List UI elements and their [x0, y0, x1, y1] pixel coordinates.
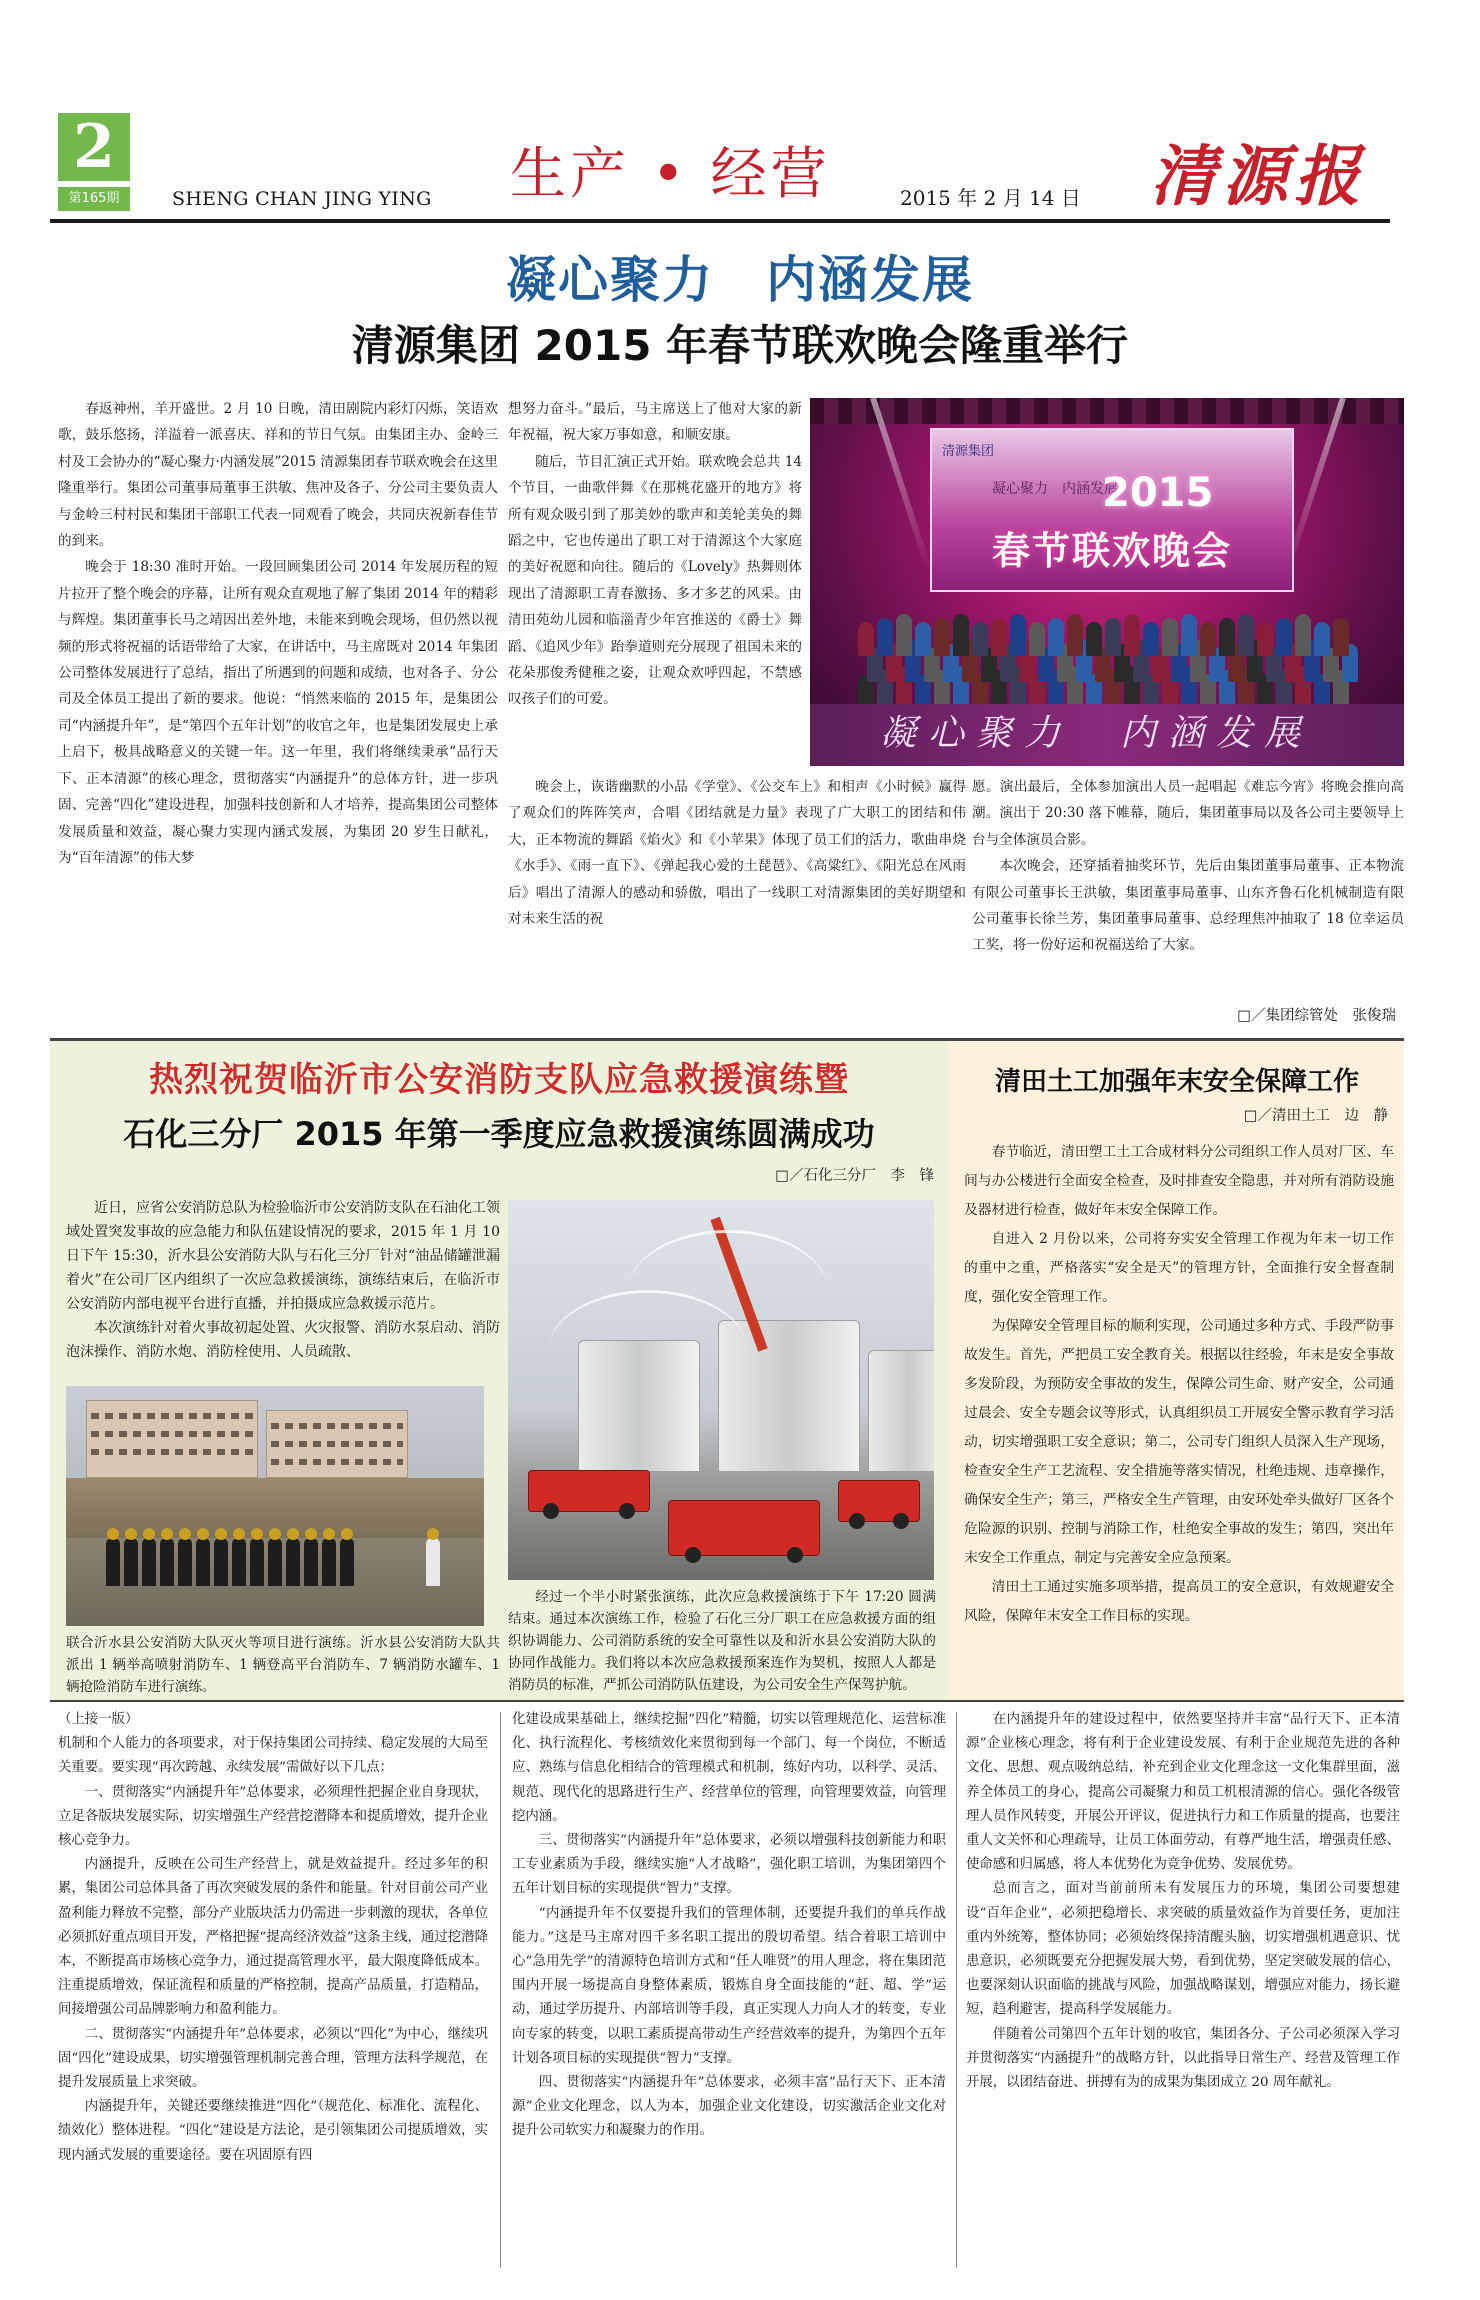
firefighter [286, 1538, 300, 1586]
oil-tank [868, 1350, 934, 1472]
stage-banner [810, 704, 1404, 766]
lead-kicker: 凝心聚力 内涵发展 [506, 251, 974, 309]
firefighter [106, 1538, 120, 1586]
firefighter [142, 1538, 156, 1586]
audience-person [1067, 614, 1083, 656]
paragraph: 本次晚会，还穿插着抽奖环节，先后由集团董事局董事、正本物流有限公司董事长王洪敏，集团董事局董事、山东齐鲁石化机械制造有限公司董事长徐兰芳，集团董事局董事、总经理焦冲抽取了 18 位幸运员工奖，将一份好运和祝福送给了大家。 [972, 858, 1404, 954]
audience-person [896, 614, 912, 656]
firefighter [178, 1538, 192, 1586]
paragraph: 随后，节目汇演正式开始。联欢晚会总共 14 个节目，一曲歌伴舞《在那桃花盛开的地方》将所有观众吸引到了那美妙的歌声和美轮美奂的舞蹈之中，它也传递出了职工对于清源这个大家庭的美好祝愿和向往。随后的《Lovely》热舞则体现出了清源职工青春激扬、多才多艺的风采。由清田苑幼儿园和临淄青少年宫推送的《爵士》舞蹈、《追风少年》跆拳道则充分展现了祖国未来的花朵那俊秀健稚之姿，让观众欢呼四起，不禁感叹孩子们的可爱。 [508, 453, 802, 708]
lead-column-2-top [508, 396, 802, 766]
firefighter [124, 1538, 138, 1586]
firefighter [304, 1538, 318, 1586]
paragraph: 三、贯彻落实“内涵提升年”总体要求，必须以增强科技创新能力和职工专业素质为手段，继续实施“人才战略”，强化职工培训，为集团第四个五年计划目标的实现提供“智力”支撑。 [512, 1833, 946, 1897]
firefighter [250, 1538, 264, 1586]
safety-byline: □／清田土工 边 静 [1243, 1108, 1388, 1124]
audience-person [991, 618, 1007, 656]
continuation-column-3 [966, 1708, 1400, 2268]
fire-body [66, 1196, 500, 1380]
masthead-logo: 清源报 [1150, 137, 1366, 215]
audience-person [1029, 622, 1045, 656]
audience-person [1086, 622, 1102, 656]
audience-person [1219, 618, 1235, 656]
audience-person [858, 622, 874, 656]
fire-byline: □／石化三分厂 李 锋 [775, 1168, 934, 1184]
paragraph: 化建设成果基础上，继续挖掘“四化”精髓，切实以管理规范化、运营标准化、执行流程化、考核绩效化来贯彻到每一个部门、每一个岗位，不断适应、熟练与信息化相结合的管理模式和机制，练好内功，以科学、灵活、规范、现代化的思路进行生产、经营单位的管理，向管理要效益，向管理挖内涵。 [512, 1712, 946, 1824]
fire-truck [668, 1500, 820, 1556]
firefighter [214, 1538, 228, 1586]
audience-person [1333, 618, 1349, 656]
paragraph: 愿。演出最后，全体参加演出人员一起唱起《难忘今宵》将晚会推向高潮。演出于 20:30 落下帷幕，随后，集团董事局以及各公司主要领导上台与全体演员合影。 [972, 779, 1404, 848]
stage-curtain [810, 398, 1404, 424]
safety-body [964, 1138, 1394, 1696]
firefighter [232, 1538, 246, 1586]
audience-person [1143, 622, 1159, 656]
safety-headline: 清田土工加强年末安全保障工作 [994, 1067, 1359, 1097]
paragraph: 晚会上，诙谐幽默的小品《学堂》、《公交车上》和相声《小时候》赢得了观众们的阵阵笑声，合唱《团结就是力量》表现了广大职工的团结和伟大，正本物流的舞蹈《焰火》和《小苹果》体现了员工们的活力，歌曲串烧《水手》、《雨一直下》、《弹起我心爱的土琵琶》、《高粱红》、《阳光总在风雨后》唱出了清源人的感动和骄傲，唱出了一线职工对清源集团的美好期望和对未来生活的祝 [508, 779, 966, 928]
paragraph: 一、贯彻落实“内涵提升年”总体要求，必须理性把握企业自身现状，立足各版块发展实际，切实增强生产经营挖潜降本和提质增效，提升企业核心竞争力。 [58, 1784, 488, 1849]
paragraph: 经过一个半小时紧张演练，此次应急救援演练于下午 17:20 圆满结束。通过本次演练工作，检验了石化三分厂职工在应急救援方面的组织协调能力、公司消防系统的安全可靠性以及和沂水县公安消防大队的协同作战能力。我们将以本次应急救援预案连作为契机，按照人人都是消防员的标准，严抓公司消防队伍建设，为公司安全生产保驾护航。 [508, 1589, 936, 1693]
audience-person [1314, 622, 1330, 656]
paragraph: 四、贯彻落实“内涵提升年”总体要求，必须丰富“品行天下、正本清源”企业文化理念，以人为本，加强企业文化建设，切实激活企业文化对提升公司软实力和凝聚力的作用。 [512, 2075, 946, 2139]
paragraph: 春节临近，清田塑工土工合成材料分公司组织工作人员对厂区、车间与办公楼进行全面安全检查，及时排查安全隐患，并对所有消防设施及器材进行检查，做好年末安全保障工作。 [964, 1144, 1394, 1218]
continuation-column-1 [58, 1708, 488, 2268]
section-divider [50, 1700, 1404, 1702]
paragraph: 伴随着公司第四个五年计划的收官，集团各分、子公司必须深入学习并贯彻落实“内涵提升”的战略方针，以此指导日常生产、经营及管理工作开展，以团结奋进、拼搏有为的成果为集团成立 20 周年献礼。 [966, 2026, 1400, 2091]
section-title: 生产 • 经营 [510, 142, 831, 207]
water-spray [548, 1290, 748, 1413]
firefighter [268, 1538, 282, 1586]
lead-column-1 [58, 396, 498, 1034]
paragraph: 在内涵提升年的建设过程中，依然要坚持并丰富“品行天下、正本清源”企业核心理念，将有利于企业建设发展、有利于企业规范先进的各种文化、思想、观点吸纳总结，补充到企业文化理念这一文化集群里面，滋养全体员工的身心，提高公司凝聚力和员工机根清源的信心。强化各级管理人员作风转变，开展公开评议，促进执行力和工作质量的提高，也要注重人文关怀和心理疏导，让员工体面劳动，有尊严地生活，增强责任感、使命感和归属感，将人本优势化为竞争优势、发展优势。 [966, 1712, 1400, 1873]
audience-person [1010, 614, 1026, 656]
header-rule [50, 219, 1390, 223]
audience-person [1162, 618, 1178, 656]
column-separator [500, 1712, 501, 2268]
paragraph: 内涵提升，反映在公司生产经营上，就是效益提升。经过多年的积累，集团公司总体具备了再次突破发展的条件和能量。针对目前公司产业盈利能力释放不完整，部分产业版块活力仍需进一步刺激的现状，各单位必须抓好重点项目开发，严格把握“提高经济效益”这条主线，通过挖潜降本，不断提高市场核心竞争力，通过提高管理水平，最大限度降低成本。注重提质增效，保证流程和质量的严格控制，提高产品质量，打造精品，间接增强公司品牌影响力和盈利能力。 [58, 1857, 488, 2018]
continued-from-label: （上接一版） [58, 1712, 139, 1727]
audience-person [1124, 614, 1140, 656]
paragraph: 总而言之，面对当前前所未有发展压力的环境，集团公司要想建设“百年企业”，必须把稳增长、求突破的质量效益作为首要任务，更加注重内外统筹，整体协同；必须始终保持清醒头脑，切实增强机遇意识、忧患意识，必须既要充分把握发展大势，看到优势，坚定突破发展的信心，也要深刻认识面临的挑战与风险，加强战略谋划，增强应对能力，扬长避短，趋利避害，提高科学发展能力。 [966, 1881, 1400, 2018]
inspector [426, 1538, 440, 1586]
paragraph: “内涵提升年不仅要提升我们的管理体制，还要提升我们的单兵作战能力。”这是马主席对四千多名职工提出的殷切希望。结合着职工培训中心“急用先学”的清源特色培训方式和“任人唯贤”的用人理念，将在集团范围内开展一场提高自身整体素质，锻炼自身全面技能的“赶、超、学”运动，通过学历提升、内部培训等手段，真正实现人力向人才的转变，专业向专家的转变，以职工素质提高带动生产经营效率的提升，为第四个五年计划各项目标的实现提供“智力”支撑。 [512, 1905, 946, 2066]
paragraph: 机制和个人能力的各项要求，对于保持集团公司持续、稳定发展的大局至关重要。要实现“再次跨越、永续发展”需做好以下几点： [58, 1736, 488, 1776]
caption-text: 联合沂水县公安消防大队灭火等项目进行演练。沂水县公安消防大队共派出 1 辆举高喷射消防车、1 辆登高平台消防车、7 辆消防水罐车、1 辆抢险消防车进行演练。 [66, 1635, 500, 1695]
section-divider [50, 1038, 1404, 1041]
lead-column-2-bottom [508, 774, 966, 1038]
fire-kicker: 热烈祝贺临沂市公安消防支队应急救援演练暨 [149, 1060, 849, 1100]
lead-byline: □／集团综管处 张俊瑞 [1237, 1008, 1396, 1024]
group-photo-crowd [850, 598, 1360, 708]
paragraph: 二、贯彻落实“内涵提升年”总体要求，必须以“四化”为中心，继续巩固“四化”建设成果，切实增强管理机制完善合理，管理方法科学规范，在提升发展质量上求突破。 [58, 2026, 488, 2091]
paragraph: 近日，应省公安消防总队为检验临沂市公安消防支队在石油化工领域处置突发事故的应急能力和队伍建设情况的要求，2015 年 1 月 10 日下午 15:30，沂水县公安消防大队与石化三分厂针对“油品储罐泄漏着火”在公司厂区内组织了一次应急救援演练，演练结束后，在临沂市公安消防内部电视平台进行直播，并拍摄成应急救援示范片。 [66, 1200, 500, 1312]
fire-headline: 石化三分厂 2015 年第一季度应急救援演练圆满成功 [123, 1115, 875, 1153]
publication-date: 2015 年 2 月 14 日 [900, 186, 1081, 210]
audience-person [934, 618, 950, 656]
firefighter [340, 1538, 354, 1586]
audience-person [1238, 614, 1254, 656]
lead-column-3 [972, 774, 1404, 1002]
column-separator [956, 1712, 957, 2268]
audience-person [1181, 614, 1197, 656]
gala-stage-photo [810, 398, 1404, 766]
audience-person [1200, 622, 1216, 656]
photo-caption [66, 1632, 500, 1698]
page-number: 2 [58, 113, 130, 181]
paragraph: 为保障安全管理目标的顺利实现，公司通过多种方式、手段严防事故发生。首先，严把员工安全教育关。根据以往经验，年末是安全事故多发阶段，为预防安全事故的发生，保障公司生命、财产安全，公司通过晨会、安全专题会议等形式，认真组织员工开展安全警示教育学习活动，切实增强职工安全意识；第二，公司专门组织人员深入生产现场，检查安全生产工艺流程、安全措施等落实情况，杜绝违规、违章操作，确保安全生产；第三，严格安全生产管理，由安环处牵头做好厂区各个危险源的识别、控制与消除工作，杜绝安全事故的发生；第四，突出年末安全工作重点，制定与完善安全应急预案。 [964, 1318, 1394, 1566]
audience-person [1048, 618, 1064, 656]
banner-slogan: 凝心聚力 内涵发展 [880, 713, 1313, 754]
audience-person [1257, 622, 1273, 656]
paragraph: 自进入 2 月份以来，公司将夯实安全管理工作视为年末一切工作的重中之重，严格落实“安全是天”的管理方针，全面推行安全督查制度，强化安全管理工作。 [964, 1231, 1394, 1305]
paragraph: 春返神州，羊开盛世。2 月 10 日晚，清田剧院内彩灯闪烁，笑语欢歌，鼓乐悠扬，洋溢着一派喜庆、祥和的节日气氛。由集团主办、金岭三村及工会协办的“凝心聚力·内涵发展”2015 清源集团春节联欢晚会在这里隆重举行。集团公司董事局董事王洪敏、焦冲及各子、分公司主要负责人与金岭三村村民和集团干部职工代表一同观看了晚会，共同庆祝新春佳节的到来。 [58, 401, 498, 550]
paragraph: 本次演练针对着火事故初起处置、火灾报警、消防水泵启动、消防泡沫操作、消防水炮、消防栓使用、人员疏散、 [66, 1320, 500, 1360]
firefighter [196, 1538, 210, 1586]
screen-year: 2015 [1102, 470, 1214, 516]
fire-truck [838, 1480, 920, 1522]
fire-result [508, 1586, 936, 1698]
paragraph: 想努力奋斗。”最后，马主席送上了他对大家的新年祝福，祝大家万事如意，和顺安康。 [508, 401, 802, 444]
audience-person [915, 622, 931, 656]
paragraph: 清田土工通过实施多项举措，提高员工的安全意识，有效规避安全风险，保障年末安全工作目标的实现。 [964, 1579, 1394, 1624]
paragraph: 内涵提升年，关键还要继续推进“四化”（规范化、标准化、流程化、绩效化）整体进程。“四化”建设是方法论，是引领集团公司提质增效，实现内涵式发展的重要途径。要在巩固原有四 [58, 2099, 488, 2163]
firefighter [160, 1538, 174, 1586]
firefighter-line [66, 1386, 484, 1626]
section-pinyin: SHENG CHAN JING YING [172, 188, 432, 210]
audience-person [1295, 614, 1311, 656]
stage-screen [930, 428, 1294, 592]
fire-truck [528, 1470, 650, 1512]
paragraph: 晚会于 18:30 准时开始。一段回顾集团公司 2014 年发展历程的短片拉开了整个晚会的序幕，让所有观众直观地了解了集团 2014 年的精彩与辉煌。集团董事长马之靖因出差外地，未能来到晚会现场，但仍然以视频的形式将祝福的话语带给了大家，在讲话中，马主席既对 2014 年集团公司整体发展进行了总结，指出了所遇到的问题和成绩，也对各子、分公司及全体员工提出了新的要求。他说：“悄然来临的 2015 年，是集团公司“内涵提升年”，是“第四个五年计划”的收官之年，也是集团发展史上承上启下，极具战略意义的关键一年。这一年里，我们将继续秉承“品行天下、正本清源”的核心理念，贯彻落实“内涵提升”的总体方针，进一步巩固、完善“四化”建设进程，加强科技创新和人才培养，提高集团公司整体发展质量和效益，凝心聚力实现内涵式发展，为集团 20 岁生日献礼，为“百年清源”的伟大梦 [58, 559, 498, 866]
screen-slogan: 凝心聚力 内涵发展 [992, 481, 1118, 497]
audience-person [1276, 618, 1292, 656]
audience-person [953, 614, 969, 656]
lead-headline: 清源集团 2015 年春节联欢晚会隆重举行 [351, 321, 1129, 370]
firefighter [322, 1538, 336, 1586]
issue-number: 第165期 [58, 187, 130, 211]
continuation-column-2 [512, 1708, 946, 2268]
fire-trucks-drill-photo [508, 1200, 934, 1580]
screen-logo: 清源集团 [942, 444, 995, 459]
audience-person [972, 622, 988, 656]
firefighters-drill-photo [66, 1386, 484, 1626]
audience-person [877, 618, 893, 656]
screen-title: 春节联欢晚会 [991, 528, 1232, 573]
audience-person [1105, 618, 1121, 656]
